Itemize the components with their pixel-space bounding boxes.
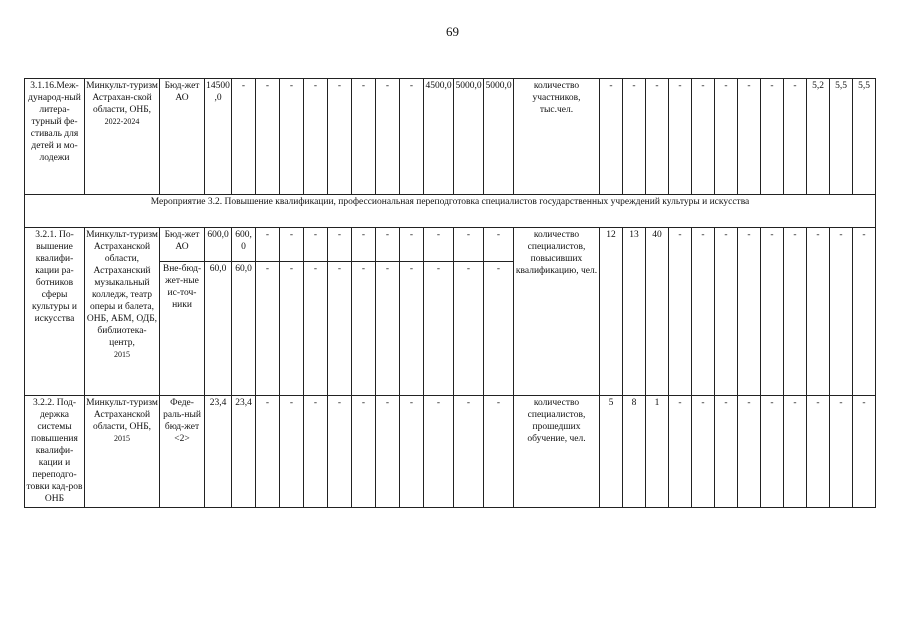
year-cell: - (304, 396, 328, 508)
year-cell: - (256, 396, 280, 508)
year-cell: - (328, 262, 352, 396)
year-cell: - (376, 228, 400, 262)
executor-cell (85, 228, 160, 396)
year-cell: - (484, 262, 514, 396)
indicator-value: - (807, 396, 830, 508)
indicator-value: 5,5 (830, 79, 853, 195)
year-cell: 5000,0 (484, 79, 514, 195)
indicator-value: 40 (646, 228, 669, 396)
year-cell: 600,0 (232, 228, 256, 262)
executor-text: Минкульт-туризм Астраханской области, Астраханский музыкальный колледж, театр оперы и балета, ОНБ, АБМ, ОДБ, библиотека-центр, (86, 230, 158, 348)
indicator-value: - (669, 79, 692, 195)
year-cell: - (352, 396, 376, 508)
indicator-value: - (784, 228, 807, 396)
year-cell: - (424, 396, 454, 508)
indicator-value: - (853, 396, 876, 508)
indicator-value: - (715, 79, 738, 195)
year-cell: - (352, 79, 376, 195)
funding-total: 60,0 (205, 262, 232, 396)
indicator-value: - (784, 396, 807, 508)
executor-years: 2015 (114, 434, 130, 443)
year-cell: - (256, 79, 280, 195)
year-cell: - (454, 262, 484, 396)
year-cell: - (304, 262, 328, 396)
year-cell: - (424, 228, 454, 262)
indicator-value: 5,5 (853, 79, 876, 195)
indicator-value: 5,2 (807, 79, 830, 195)
program-table (24, 78, 876, 508)
year-cell: - (256, 262, 280, 396)
funding-source: Вне-бюд-жет-ные ис-точ-ники (160, 262, 205, 396)
year-cell: - (280, 396, 304, 508)
activity-name: 3.2.2. Под-держка системы повышения квалифи-кации и переподго-товки кад-ров ОНБ (25, 396, 85, 508)
funding-source: Бюд-жет АО (160, 228, 205, 262)
executor-text: Минкульт-туризм Астрахан-ской области, ОНБ, (86, 81, 158, 115)
funding-total: 14500,0 (205, 79, 232, 195)
year-cell: - (304, 228, 328, 262)
executor-cell (85, 79, 160, 195)
year-cell: - (376, 396, 400, 508)
year-cell: - (352, 262, 376, 396)
indicator-value: - (830, 396, 853, 508)
year-cell: - (376, 262, 400, 396)
year-cell: 5000,0 (454, 79, 484, 195)
funding-total: 600,0 (205, 228, 232, 262)
year-cell: - (400, 396, 424, 508)
event-heading: Мероприятие 3.2. Повышение квалификации, профессиональная переподготовка специалистов государственных учреждений культуры и искусства (25, 195, 876, 228)
year-cell: - (280, 262, 304, 396)
indicator-value: - (761, 228, 784, 396)
indicator-value: - (692, 228, 715, 396)
indicator-value: - (669, 396, 692, 508)
indicator-value: - (784, 79, 807, 195)
indicator-value: - (715, 228, 738, 396)
funding-source: Бюд-жет АО (160, 79, 205, 195)
year-cell: - (232, 79, 256, 195)
indicator-value: 13 (623, 228, 646, 396)
year-cell: - (328, 396, 352, 508)
indicator-value: - (738, 79, 761, 195)
table-row (25, 396, 876, 508)
page-number: 69 (446, 24, 459, 39)
year-cell: - (454, 396, 484, 508)
executor-years: 2015 (114, 350, 130, 359)
table-row (25, 79, 876, 195)
indicator-value: 1 (646, 396, 669, 508)
activity-name: 3.2.1. По-вышение квалифи-кации ра-ботников сферы культуры и искусства (25, 228, 85, 396)
year-cell: 23,4 (232, 396, 256, 508)
indicator-value: - (646, 79, 669, 195)
year-cell: - (400, 262, 424, 396)
indicator-value: - (623, 79, 646, 195)
year-cell: - (484, 228, 514, 262)
table-row (25, 228, 876, 262)
indicator-value: - (761, 396, 784, 508)
activity-name: 3.1.16.Меж-дународ-ный литера-турный фе-стиваль для детей и мо-лодежи (25, 79, 85, 195)
year-cell: - (280, 79, 304, 195)
year-cell: - (424, 262, 454, 396)
year-cell: 60,0 (232, 262, 256, 396)
year-cell: - (400, 228, 424, 262)
indicator-value: - (600, 79, 623, 195)
executor-cell (85, 396, 160, 508)
year-cell: - (400, 79, 424, 195)
year-cell: - (280, 228, 304, 262)
event-heading-row (25, 195, 876, 228)
indicator-value: - (692, 396, 715, 508)
year-cell: - (454, 228, 484, 262)
indicator-value: - (807, 228, 830, 396)
year-cell: 4500,0 (424, 79, 454, 195)
year-cell: - (328, 79, 352, 195)
indicator-value: - (830, 228, 853, 396)
indicator-name: количество участников, тыс.чел. (514, 79, 600, 195)
indicator-value: 12 (600, 228, 623, 396)
funding-total: 23,4 (205, 396, 232, 508)
indicator-value: - (738, 228, 761, 396)
indicator-value: 8 (623, 396, 646, 508)
indicator-value: 5 (600, 396, 623, 508)
indicator-value: - (669, 228, 692, 396)
indicator-value: - (715, 396, 738, 508)
year-cell: - (376, 79, 400, 195)
funding-source: Феде-раль-ный бюд-жет <2> (160, 396, 205, 508)
indicator-value: - (853, 228, 876, 396)
indicator-name: количество специалистов, прошедших обучение, чел. (514, 396, 600, 508)
indicator-value: - (692, 79, 715, 195)
executor-years: 2022-2024 (104, 117, 140, 126)
indicator-value: - (738, 396, 761, 508)
year-cell: - (484, 396, 514, 508)
year-cell: - (304, 79, 328, 195)
year-cell: - (328, 228, 352, 262)
year-cell: - (256, 228, 280, 262)
executor-text: Минкульт-туризм Астраханской области, ОНБ, (86, 398, 158, 432)
indicator-value: - (761, 79, 784, 195)
indicator-name: количество специалистов, повысивших квалификацию, чел. (514, 228, 600, 396)
year-cell: - (352, 228, 376, 262)
